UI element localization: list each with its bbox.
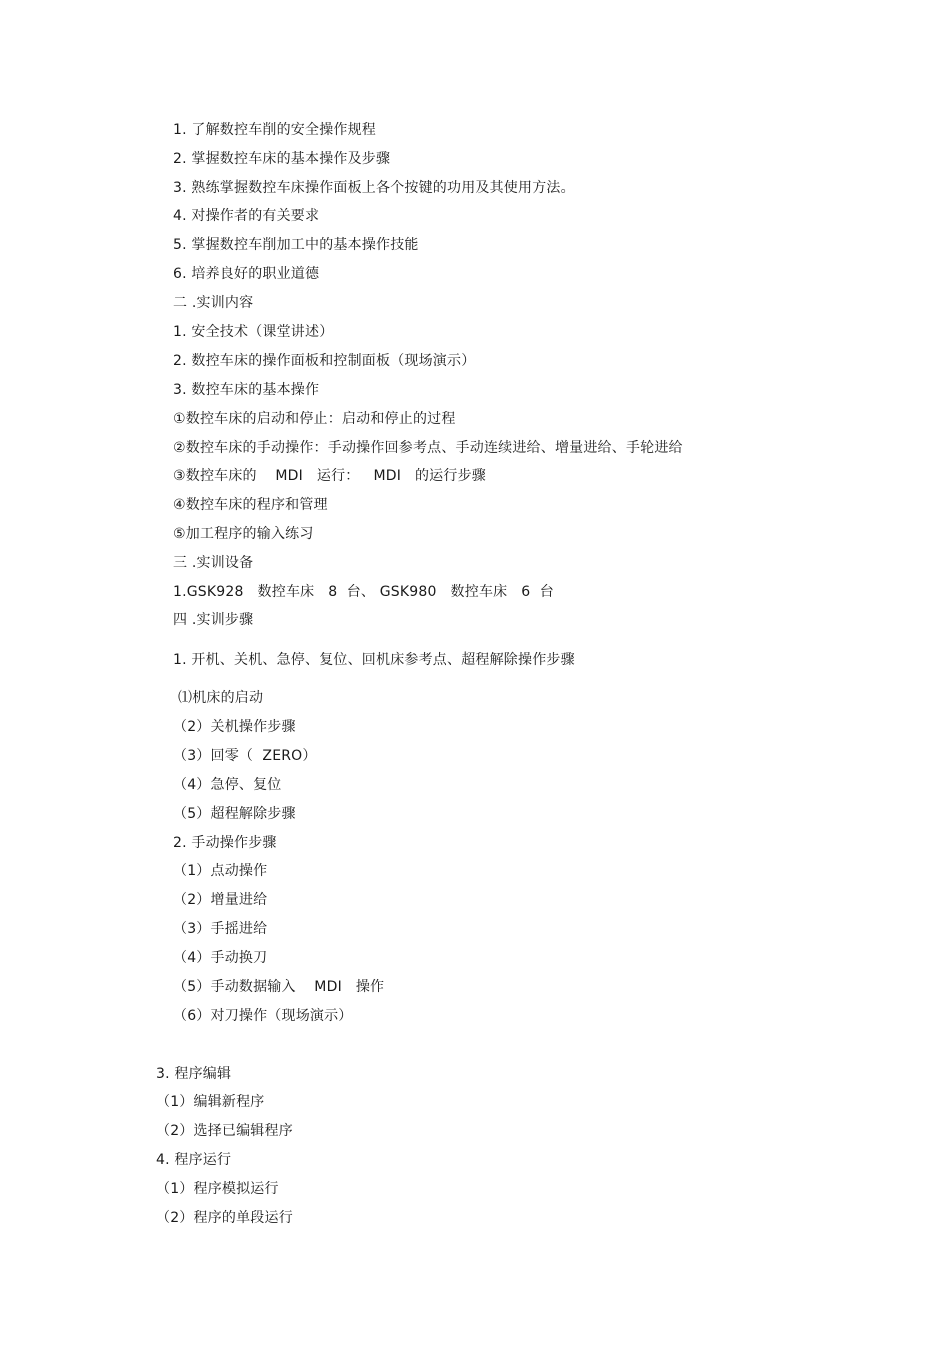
text-line: （2）程序的单段运行 xyxy=(156,1210,293,1226)
text-line: 4. 对操作者的有关要求 xyxy=(173,208,320,224)
text-line: 1. 了解数控车削的安全操作规程 xyxy=(173,122,377,138)
text-line: 5. 掌握数控车削加工中的基本操作技能 xyxy=(173,237,419,253)
text-line: 2. 手动操作步骤 xyxy=(173,835,277,851)
section-heading: 三 .实训设备 xyxy=(173,555,254,571)
text-line: ⑴机床的启动 xyxy=(178,690,264,706)
text-line: ⑤加工程序的输入练习 xyxy=(173,526,314,542)
text-line: （3）回零（ ZERO） xyxy=(173,748,317,764)
text-line: 3. 数控车床的基本操作 xyxy=(173,382,320,398)
text-line: 2. 掌握数控车床的基本操作及步骤 xyxy=(173,151,391,167)
text-line: 3. 熟练掌握数控车床操作面板上各个按键的功用及其使用方法。 xyxy=(173,180,575,196)
text-line: （5）手动数据输入 MDI 操作 xyxy=(173,979,385,995)
text-line: ③数控车床的 MDI 运行： MDI 的运行步骤 xyxy=(173,468,486,484)
text-line: （3）手摇进给 xyxy=(173,921,268,937)
text-line: （4）手动换刀 xyxy=(173,950,268,966)
text-line: ①数控车床的启动和停止：启动和停止的过程 xyxy=(173,411,456,427)
text-line: （1）程序模拟运行 xyxy=(156,1181,279,1197)
text-line: （2）选择已编辑程序 xyxy=(156,1123,293,1139)
text-line: 1.GSK928 数控车床 8 台、 GSK980 数控车床 6 台 xyxy=(173,584,554,600)
section-heading: 二 .实训内容 xyxy=(173,295,254,311)
text-line: （5）超程解除步骤 xyxy=(173,806,296,822)
text-line: （1）编辑新程序 xyxy=(156,1094,265,1110)
text-line: 1. 安全技术（课堂讲述） xyxy=(173,324,334,340)
text-line: 2. 数控车床的操作面板和控制面板（现场演示） xyxy=(173,353,476,369)
text-line: 4. 程序运行 xyxy=(156,1152,232,1168)
text-line: （6）对刀操作（现场演示） xyxy=(173,1008,353,1024)
text-line: 3. 程序编辑 xyxy=(156,1066,232,1082)
text-line: （2）增量进给 xyxy=(173,892,268,908)
text-line: （1）点动操作 xyxy=(173,863,268,879)
section-heading: 四 .实训步骤 xyxy=(173,612,254,628)
text-line: 6. 培养良好的职业道德 xyxy=(173,266,320,282)
text-line: ②数控车床的手动操作：手动操作回参考点、手动连续进给、增量进给、手轮进给 xyxy=(173,440,683,456)
text-line: （4）急停、复位 xyxy=(173,777,282,793)
text-line: ④数控车床的程序和管理 xyxy=(173,497,328,513)
text-line: 1. 开机、关机、急停、复位、回机床参考点、超程解除操作步骤 xyxy=(173,652,575,668)
text-line: （2）关机操作步骤 xyxy=(173,719,296,735)
